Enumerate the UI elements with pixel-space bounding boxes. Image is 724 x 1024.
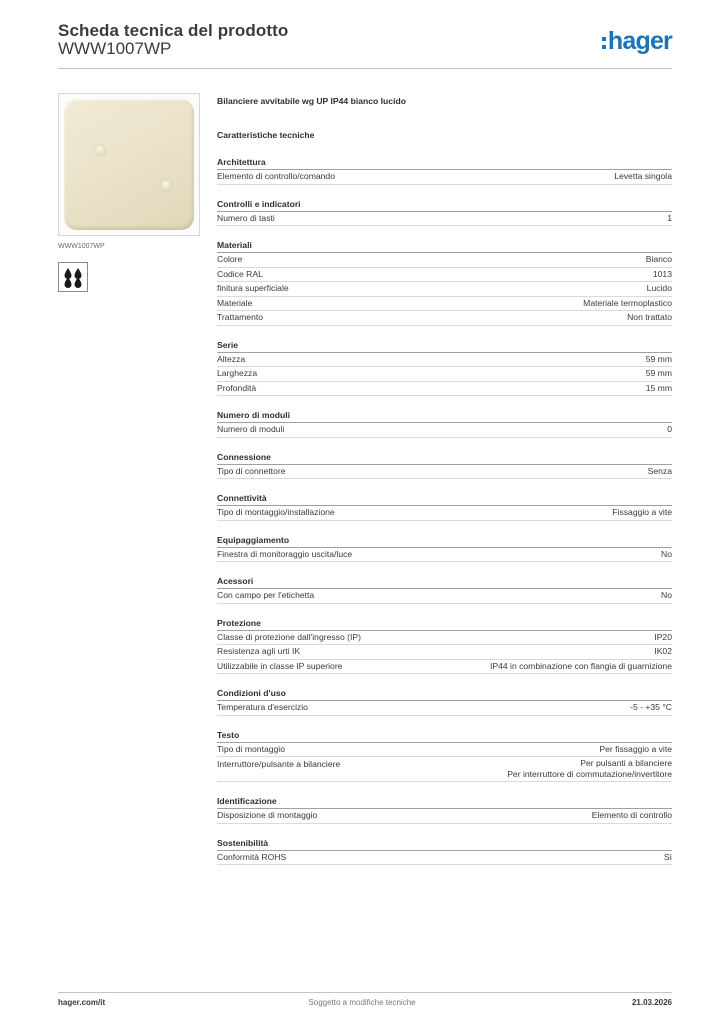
spec-value xyxy=(661,548,672,562)
header-divider xyxy=(58,68,672,69)
spec-value xyxy=(654,645,672,659)
section-title: Controlli e indicatori xyxy=(217,198,672,212)
spec-value-line: IK02 xyxy=(654,646,672,656)
spec-section xyxy=(217,534,672,563)
spec-section xyxy=(217,492,672,521)
spec-row xyxy=(217,757,672,782)
spec-value xyxy=(664,851,672,865)
spec-row xyxy=(217,548,672,563)
spec-value xyxy=(490,660,672,674)
spec-value xyxy=(654,631,672,645)
section-title: Materiali xyxy=(217,239,672,253)
section-title: Equipaggiamento xyxy=(217,534,672,548)
spec-label: Elemento di controllo/comando xyxy=(217,171,335,181)
spec-value-line: 59 mm xyxy=(645,368,672,378)
logo-text: hager xyxy=(607,26,672,55)
rocker-plate xyxy=(64,99,194,230)
spec-label: Trattamento xyxy=(217,312,264,322)
document-title: Scheda tecnica del prodotto xyxy=(58,21,289,40)
spec-value xyxy=(646,367,672,381)
spec-section xyxy=(217,837,672,866)
spec-value xyxy=(646,353,672,367)
spec-section xyxy=(217,795,672,824)
spec-value-line: Per pulsanti a bilanciere xyxy=(580,758,672,768)
product-name: Bilanciere avvitabile wg UP IP44 bianco lucido xyxy=(217,96,406,106)
spec-row xyxy=(217,589,672,604)
spec-label: Tipo di montaggio xyxy=(217,743,285,754)
spec-label: Numero di tasti xyxy=(217,212,275,223)
spec-row xyxy=(217,660,672,675)
tech-heading: Caratteristiche tecniche xyxy=(217,130,315,140)
spec-value-line: Non trattato xyxy=(627,312,672,322)
spec-row xyxy=(217,851,672,866)
spec-row xyxy=(217,253,672,268)
spec-row xyxy=(217,809,672,824)
spec-value-line: No xyxy=(661,548,672,559)
spec-row xyxy=(217,268,672,283)
spec-label: Temperatura d'esercizio xyxy=(217,702,308,712)
spec-row xyxy=(217,506,672,521)
spec-row xyxy=(217,282,672,297)
screw-icon xyxy=(161,180,172,191)
screw-icon xyxy=(95,145,106,156)
spec-value xyxy=(630,701,672,715)
spec-row xyxy=(217,382,672,397)
spec-section xyxy=(217,729,672,783)
footer-date: 21.03.2026 xyxy=(631,998,672,1007)
spec-label: finitura superficiale xyxy=(217,283,289,293)
spec-label: Utilizzabile in classe IP superiore xyxy=(217,660,343,671)
image-caption: WWW1007WP xyxy=(58,243,105,250)
product-image xyxy=(58,93,200,236)
logo-colon-icon xyxy=(602,37,606,49)
spec-value-line: 0 xyxy=(667,424,672,434)
spec-row xyxy=(217,367,672,382)
spec-row xyxy=(217,170,672,185)
spec-value-line: IP20 xyxy=(654,631,672,642)
spec-label: Finestra di monitoraggio uscita/luce xyxy=(217,548,353,559)
spec-value xyxy=(599,743,672,757)
spec-row xyxy=(217,645,672,660)
spec-value-line: Sì xyxy=(663,851,672,862)
spec-value xyxy=(627,311,672,325)
spec-section xyxy=(217,198,672,227)
section-title: Testo xyxy=(217,729,672,743)
spec-label: Materiale xyxy=(217,297,253,308)
ip-water-drops-icon xyxy=(58,262,88,292)
spec-label: Resistenza agli urti IK xyxy=(217,646,301,656)
spec-label: Tipo di montaggio/installazione xyxy=(217,507,335,517)
spec-value xyxy=(647,282,672,296)
spec-row xyxy=(217,631,672,646)
spec-value-line: Fissaggio a vite xyxy=(612,507,672,517)
spec-section xyxy=(217,451,672,480)
section-title: Identificazione xyxy=(217,795,672,809)
section-title: Architettura xyxy=(217,156,672,170)
spec-value xyxy=(646,382,672,396)
spec-label: Disposizione di montaggio xyxy=(217,810,318,820)
spec-section xyxy=(217,339,672,397)
spec-value-line: Lucido xyxy=(646,283,672,293)
section-title: Sostenibilità xyxy=(217,837,672,851)
spec-value-line: No xyxy=(661,590,672,600)
spec-row xyxy=(217,465,672,480)
section-title: Acessori xyxy=(217,575,672,589)
spec-value-line: 1 xyxy=(667,212,672,223)
spec-value xyxy=(592,809,672,823)
spec-label: Colore xyxy=(217,254,243,264)
section-title: Connessione xyxy=(217,451,672,465)
spec-value-line: -5 - +35 °C xyxy=(630,702,672,712)
spec-label: Conformità ROHS xyxy=(217,851,287,862)
spec-section xyxy=(217,239,672,326)
spec-row xyxy=(217,353,672,368)
spec-sections xyxy=(217,156,672,865)
spec-value-line: Levetta singola xyxy=(614,171,672,181)
spec-value xyxy=(646,253,672,267)
spec-label: Classe di protezione dall'ingresso (IP) xyxy=(217,631,361,642)
spec-label: Altezza xyxy=(217,353,246,364)
spec-section xyxy=(217,687,672,716)
spec-value xyxy=(648,465,672,479)
spec-row xyxy=(217,311,672,326)
spec-value xyxy=(667,423,672,437)
spec-row xyxy=(217,743,672,758)
spec-value-line: Bianco xyxy=(645,254,672,264)
spec-value xyxy=(614,170,672,184)
spec-value xyxy=(667,212,672,226)
spec-value-line: Elemento di controllo xyxy=(591,810,672,820)
spec-row xyxy=(217,212,672,227)
spec-value-line: Per interruttore di commutazione/invertitore xyxy=(507,769,672,779)
spec-label: Profondità xyxy=(217,382,257,393)
section-title: Numero di moduli xyxy=(217,409,672,423)
section-title: Protezione xyxy=(217,617,672,631)
section-title: Connettività xyxy=(217,492,672,506)
spec-section xyxy=(217,409,672,438)
spec-row xyxy=(217,297,672,312)
hager-logo xyxy=(602,26,672,56)
spec-value-line: 15 mm xyxy=(645,382,672,393)
spec-label: Larghezza xyxy=(217,368,258,378)
section-title: Condizioni d'uso xyxy=(217,687,672,701)
spec-value xyxy=(612,506,672,520)
spec-value xyxy=(653,268,672,282)
spec-label: Tipo di connettore xyxy=(217,465,286,476)
footer-website: hager.com/it xyxy=(58,998,106,1007)
spec-value-line: IP44 in combinazione con flangia di guarnizione xyxy=(489,660,672,671)
footer-divider xyxy=(58,992,672,993)
spec-value-line: Materiale termoplastico xyxy=(583,297,672,308)
section-title: Serie xyxy=(217,339,672,353)
spec-row xyxy=(217,701,672,716)
spec-value-line: Per fissaggio a vite xyxy=(599,743,672,754)
spec-row xyxy=(217,423,672,438)
spec-label: Interruttore/pulsante a bilanciere xyxy=(217,759,341,769)
spec-value xyxy=(583,297,672,311)
spec-section xyxy=(217,156,672,185)
spec-value-line: Senza xyxy=(647,465,672,476)
spec-content xyxy=(217,96,672,865)
spec-label: Codice RAL xyxy=(217,268,263,279)
footer-note: Soggetto a modifiche tecniche xyxy=(308,998,416,1007)
spec-value-line: 59 mm xyxy=(645,353,672,364)
spec-value-line: 1013 xyxy=(652,268,672,279)
spec-section xyxy=(217,575,672,604)
spec-value xyxy=(507,758,672,780)
spec-label: Numero di moduli xyxy=(217,424,285,434)
product-code: WWW1007WP xyxy=(58,39,172,58)
spec-label: Con campo per l'etichetta xyxy=(217,590,315,600)
spec-value xyxy=(661,589,672,603)
spec-section xyxy=(217,617,672,675)
